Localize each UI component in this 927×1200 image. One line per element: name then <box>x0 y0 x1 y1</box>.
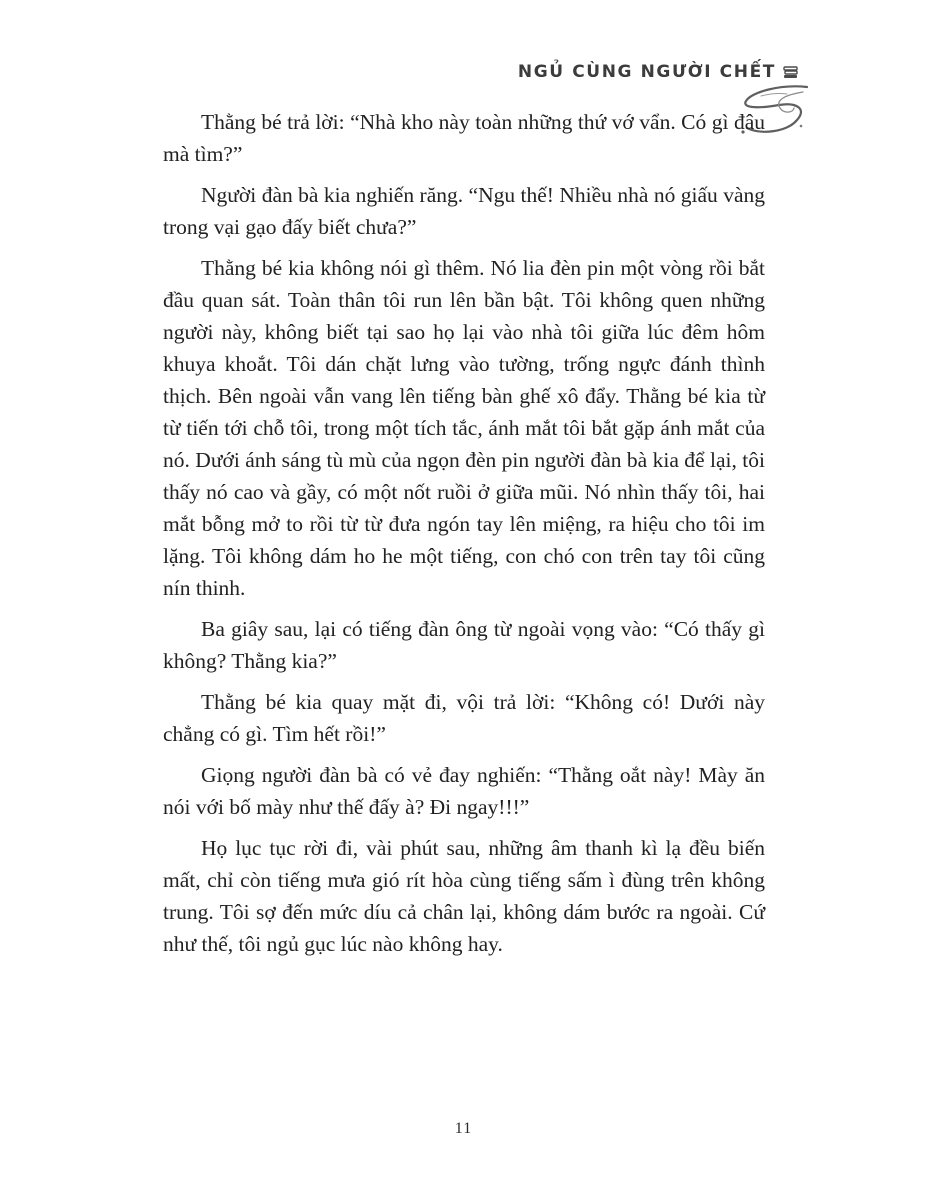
paragraph-7: Họ lục tục rời đi, vài phút sau, những âm thanh kì lạ đều biến mất, chỉ còn tiếng mưa gió rít hòa cùng tiếng sấm ì đùng trên không trung. Tôi sợ đến mức díu cả chân lại, không dám bước ra ngoài. Cứ như thế, tôi ngủ gục lúc nào không hay. <box>163 836 765 956</box>
paragraph-1: Thằng bé trả lời: “Nhà kho này toàn những thứ vớ vẩn. Có gì đâu mà tìm?” <box>163 110 765 166</box>
paragraph-5: Thằng bé kia quay mặt đi, vội trả lời: “Không có! Dưới này chẳng có gì. Tìm hết rồi!” <box>163 690 765 746</box>
paragraph-3: Thằng bé kia không nói gì thêm. Nó lia đèn pin một vòng rồi bắt đầu quan sát. Toàn thân tôi run lên bần bật. Tôi không quen những người này, không biết tại sao họ lại vào nhà tôi giữa lúc đêm hôm khuya khoắt. Tôi dán chặt lưng vào tường, trống ngực đánh thình thịch. Bên ngoài vẫn vang lên tiếng bàn ghế xô đẩy. Thằng bé kia từ từ tiến tới chỗ tôi, trong một tích tắc, ánh mắt tôi bắt gặp ánh mắt của nó. Dưới ánh sáng tù mù của ngọn đèn pin người đàn bà kia để lại, tôi thấy nó cao và gầy, có một nốt ruồi ở giữa mũi. Nó nhìn thấy tôi, hai mắt bỗng mở to rồi từ từ đưa ngón tay lên miệng, ra hiệu cho tôi im lặng. Tôi không dám ho he một tiếng, con chó con trên tay tôi cũng nín thinh. <box>163 256 765 600</box>
chapter-title: NGỦ CÙNG NGƯỜI CHẾT <box>517 62 776 82</box>
paragraph-4: Ba giây sau, lại có tiếng đàn ông từ ngoài vọng vào: “Có thấy gì không? Thằng kia?” <box>163 617 765 673</box>
running-head <box>518 62 799 82</box>
paragraph-2: Người đàn bà kia nghiến răng. “Ngu thế! Nhiều nhà nó giấu vàng trong vại gạo đấy biết chưa?” <box>163 183 765 239</box>
paragraph-6: Giọng người đàn bà có vẻ đay nghiến: “Thằng oắt này! Mày ăn nói với bố mày như thế đấy à? Đi ngay!!!” <box>163 763 765 819</box>
page-footer <box>0 1120 927 1138</box>
book-icon <box>783 65 799 79</box>
body-text <box>163 106 765 969</box>
page-number: 11 <box>454 1120 473 1137</box>
